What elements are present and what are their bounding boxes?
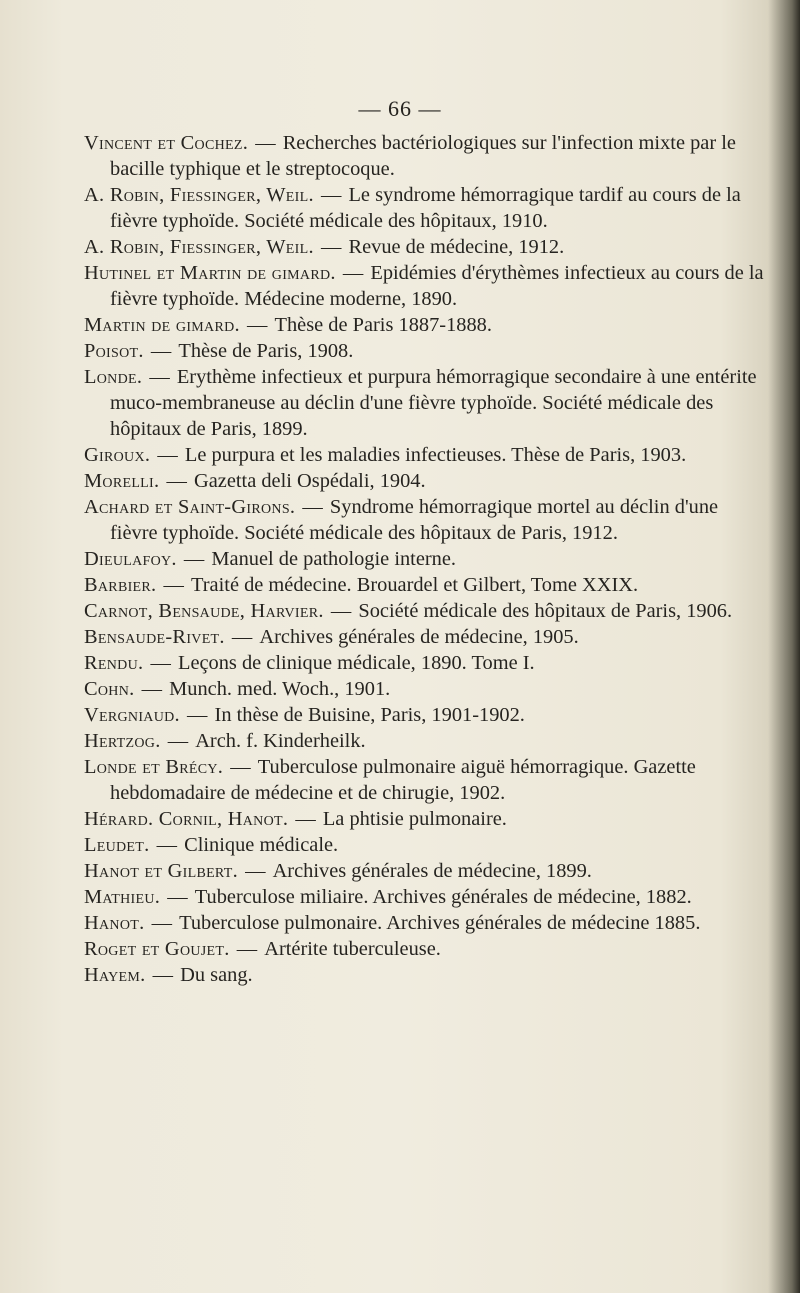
entry-authors: Roget et Goujet. xyxy=(84,938,230,960)
entry-reference: Thèse de Paris, 1908. xyxy=(178,340,354,362)
bibliography-entry: Mathieu. — Tuberculose miliaire. Archives générales de médecine, 1882. xyxy=(84,886,692,908)
entry-reference: Tuberculose miliaire. Archives générales de médecine, 1882. xyxy=(194,886,692,908)
entry-reference: Thèse de Paris 1887-1888. xyxy=(274,314,492,336)
entry-reference: Gazetta deli Ospédali, 1904. xyxy=(194,470,426,492)
bibliography-entry: Barbier. — Traité de médecine. Brouardel et Gilbert, Tome XXIX. xyxy=(84,574,639,596)
bibliography-entry: Roget et Goujet. — Artérite tuberculeuse. xyxy=(84,938,441,960)
entry-reference: Erythème infectieux et purpura hémorragique secondaire à une entérite muco-membraneuse au déclin d'une fièvre typhoïde. Société médicale des hôpitaux de Paris, 1899. xyxy=(110,366,757,440)
bibliography-list xyxy=(84,130,764,988)
page-number: — 66 — xyxy=(358,96,442,121)
bibliography-entry: Hérard. Cornil, Hanot. — La phtisie pulmonaire. xyxy=(84,808,507,830)
entry-authors: Rendu. xyxy=(84,652,144,674)
entry-authors: Martin de gimard. xyxy=(84,314,240,336)
entry-reference: Archives générales de médecine, 1899. xyxy=(272,860,592,882)
entry-authors: Hutinel et Martin de gimard. xyxy=(84,262,336,284)
entry-reference: La phtisie pulmonaire. xyxy=(322,808,507,830)
entry-authors: Hanot. xyxy=(84,912,145,934)
entry-reference: Epidémies d'érythèmes infectieux au cours de la fièvre typhoïde. Médecine moderne, 1890. xyxy=(110,262,764,310)
bibliography-entry: Giroux. — Le purpura et les maladies infectieuses. Thèse de Paris, 1903. xyxy=(84,444,687,466)
bibliography-entry: A. Robin, Fiessinger, Weil. — Le syndrome hémorragique tardif au cours de la fièvre typhoïde. Société médicale des hôpitaux, 1910. xyxy=(84,184,741,232)
bibliography-entry: A. Robin, Fiessinger, Weil. — Revue de médecine, 1912. xyxy=(84,236,565,258)
entry-authors: Vincent et Cochez. xyxy=(84,132,249,154)
entry-authors: Morelli. xyxy=(84,470,160,492)
bibliography-entry: Achard et Saint-Girons. — Syndrome hémorragique mortel au déclin d'une fièvre typhoïde. Société médicale des hôpitaux de Paris, 1912. xyxy=(84,496,719,544)
bibliography-entry: Londe. — Erythème infectieux et purpura hémorragique secondaire à une entérite muco-membraneuse au déclin d'une fièvre typhoïde. Société médicale des hôpitaux de Paris, 1899. xyxy=(84,366,757,440)
bibliography-entry: Vergniaud. — In thèse de Buisine, Paris, 1901-1902. xyxy=(84,704,525,726)
bibliography-entry: Hayem. — Du sang. xyxy=(84,964,253,986)
bibliography-entry: Rendu. — Leçons de clinique médicale, 1890. Tome I. xyxy=(84,652,535,674)
entry-authors: Cohn. xyxy=(84,678,135,700)
entry-authors: Leudet. xyxy=(84,834,150,856)
entry-reference: Le syndrome hémorragique tardif au cours de la fièvre typhoïde. Société médicale des hôpitaux, 1910. xyxy=(110,184,741,232)
entry-authors: A. Robin, Fiessinger, Weil. xyxy=(84,236,314,258)
entry-reference: Société médicale des hôpitaux de Paris, 1906. xyxy=(358,600,733,622)
entry-reference: Tuberculose pulmonaire aiguë hémorragique. Gazette hebdomadaire de médecine et de chirugie, 1902. xyxy=(110,756,696,804)
entry-reference: Syndrome hémorragique mortel au déclin d'une fièvre typhoïde. Société médicale des hôpitaux de Paris, 1912. xyxy=(110,496,719,544)
bibliography-entry: Morelli. — Gazetta deli Ospédali, 1904. xyxy=(84,470,426,492)
entry-authors: Barbier. xyxy=(84,574,157,596)
entry-authors: Poisot. xyxy=(84,340,144,362)
entry-authors: Carnot, Bensaude, Harvier. xyxy=(84,600,324,622)
entry-reference: Tuberculose pulmonaire. Archives générales de médecine 1885. xyxy=(179,912,701,934)
bibliography-entry: Leudet. — Clinique médicale. xyxy=(84,834,339,856)
bibliography-entry: Hutinel et Martin de gimard. — Epidémies d'érythèmes infectieux au cours de la fièvre typhoïde. Médecine moderne, 1890. xyxy=(84,262,764,310)
bibliography-entry: Hanot. — Tuberculose pulmonaire. Archives générales de médecine 1885. xyxy=(84,912,701,934)
bibliography-entry: Hertzog. — Arch. f. Kinderheilk. xyxy=(84,730,366,752)
entry-reference: Manuel de pathologie interne. xyxy=(211,548,457,570)
entry-reference: Le purpura et les maladies infectieuses. Thèse de Paris, 1903. xyxy=(184,444,687,466)
entry-authors: Londe et Brécy. xyxy=(84,756,224,778)
bibliography-entry: Carnot, Bensaude, Harvier. — Société médicale des hôpitaux de Paris, 1906. xyxy=(84,600,733,622)
entry-reference: Recherches bactériologiques sur l'infection mixte par le bacille typhique et le streptocoque. xyxy=(110,132,736,180)
entry-authors: Dieulafoy. xyxy=(84,548,177,570)
entry-reference: Revue de médecine, 1912. xyxy=(348,236,565,258)
bibliography-entry: Vincent et Cochez. — Recherches bactériologiques sur l'infection mixte par le bacille typhique et le streptocoque. xyxy=(84,132,736,180)
entry-authors: Mathieu. xyxy=(84,886,161,908)
entry-authors: Hanot et Gilbert. xyxy=(84,860,238,882)
entry-authors: Giroux. xyxy=(84,444,151,466)
bibliography-entry: Dieulafoy. — Manuel de pathologie interne. xyxy=(84,548,457,570)
entry-authors: Hayem. xyxy=(84,964,146,986)
entry-reference: In thèse de Buisine, Paris, 1901-1902. xyxy=(214,704,525,726)
entry-reference: Traité de médecine. Brouardel et Gilbert, Tome XXIX. xyxy=(191,574,639,596)
bibliography-entry: Hanot et Gilbert. — Archives générales de médecine, 1899. xyxy=(84,860,592,882)
entry-authors: Vergniaud. xyxy=(84,704,180,726)
bibliography-entry: Martin de gimard. — Thèse de Paris 1887-1888. xyxy=(84,314,492,336)
entry-authors: Achard et Saint-Girons. xyxy=(84,496,296,518)
entry-reference: Leçons de clinique médicale, 1890. Tome I. xyxy=(177,652,535,674)
entry-authors: A. Robin, Fiessinger, Weil. xyxy=(84,184,314,206)
entry-reference: Du sang. xyxy=(180,964,253,986)
bibliography-entry: Londe et Brécy. — Tuberculose pulmonaire aiguë hémorragique. Gazette hebdomadaire de médecine et de chirugie, 1902. xyxy=(84,756,696,804)
bibliography-entry: Bensaude-Rivet. — Archives générales de médecine, 1905. xyxy=(84,626,579,648)
entry-reference: Archives générales de médecine, 1905. xyxy=(259,626,579,648)
bibliography-entry: Cohn. — Munch. med. Woch., 1901. xyxy=(84,678,391,700)
entry-authors: Bensaude-Rivet. xyxy=(84,626,225,648)
entry-reference: Artérite tuberculeuse. xyxy=(264,938,441,960)
entry-reference: Arch. f. Kinderheilk. xyxy=(195,730,366,752)
entry-authors: Londe. xyxy=(84,366,143,388)
entry-reference: Munch. med. Woch., 1901. xyxy=(169,678,391,700)
entry-authors: Hertzog. xyxy=(84,730,161,752)
entry-reference: Clinique médicale. xyxy=(184,834,339,856)
bibliography-entry: Poisot. — Thèse de Paris, 1908. xyxy=(84,340,354,362)
entry-authors: Hérard. Cornil, Hanot. xyxy=(84,808,289,830)
